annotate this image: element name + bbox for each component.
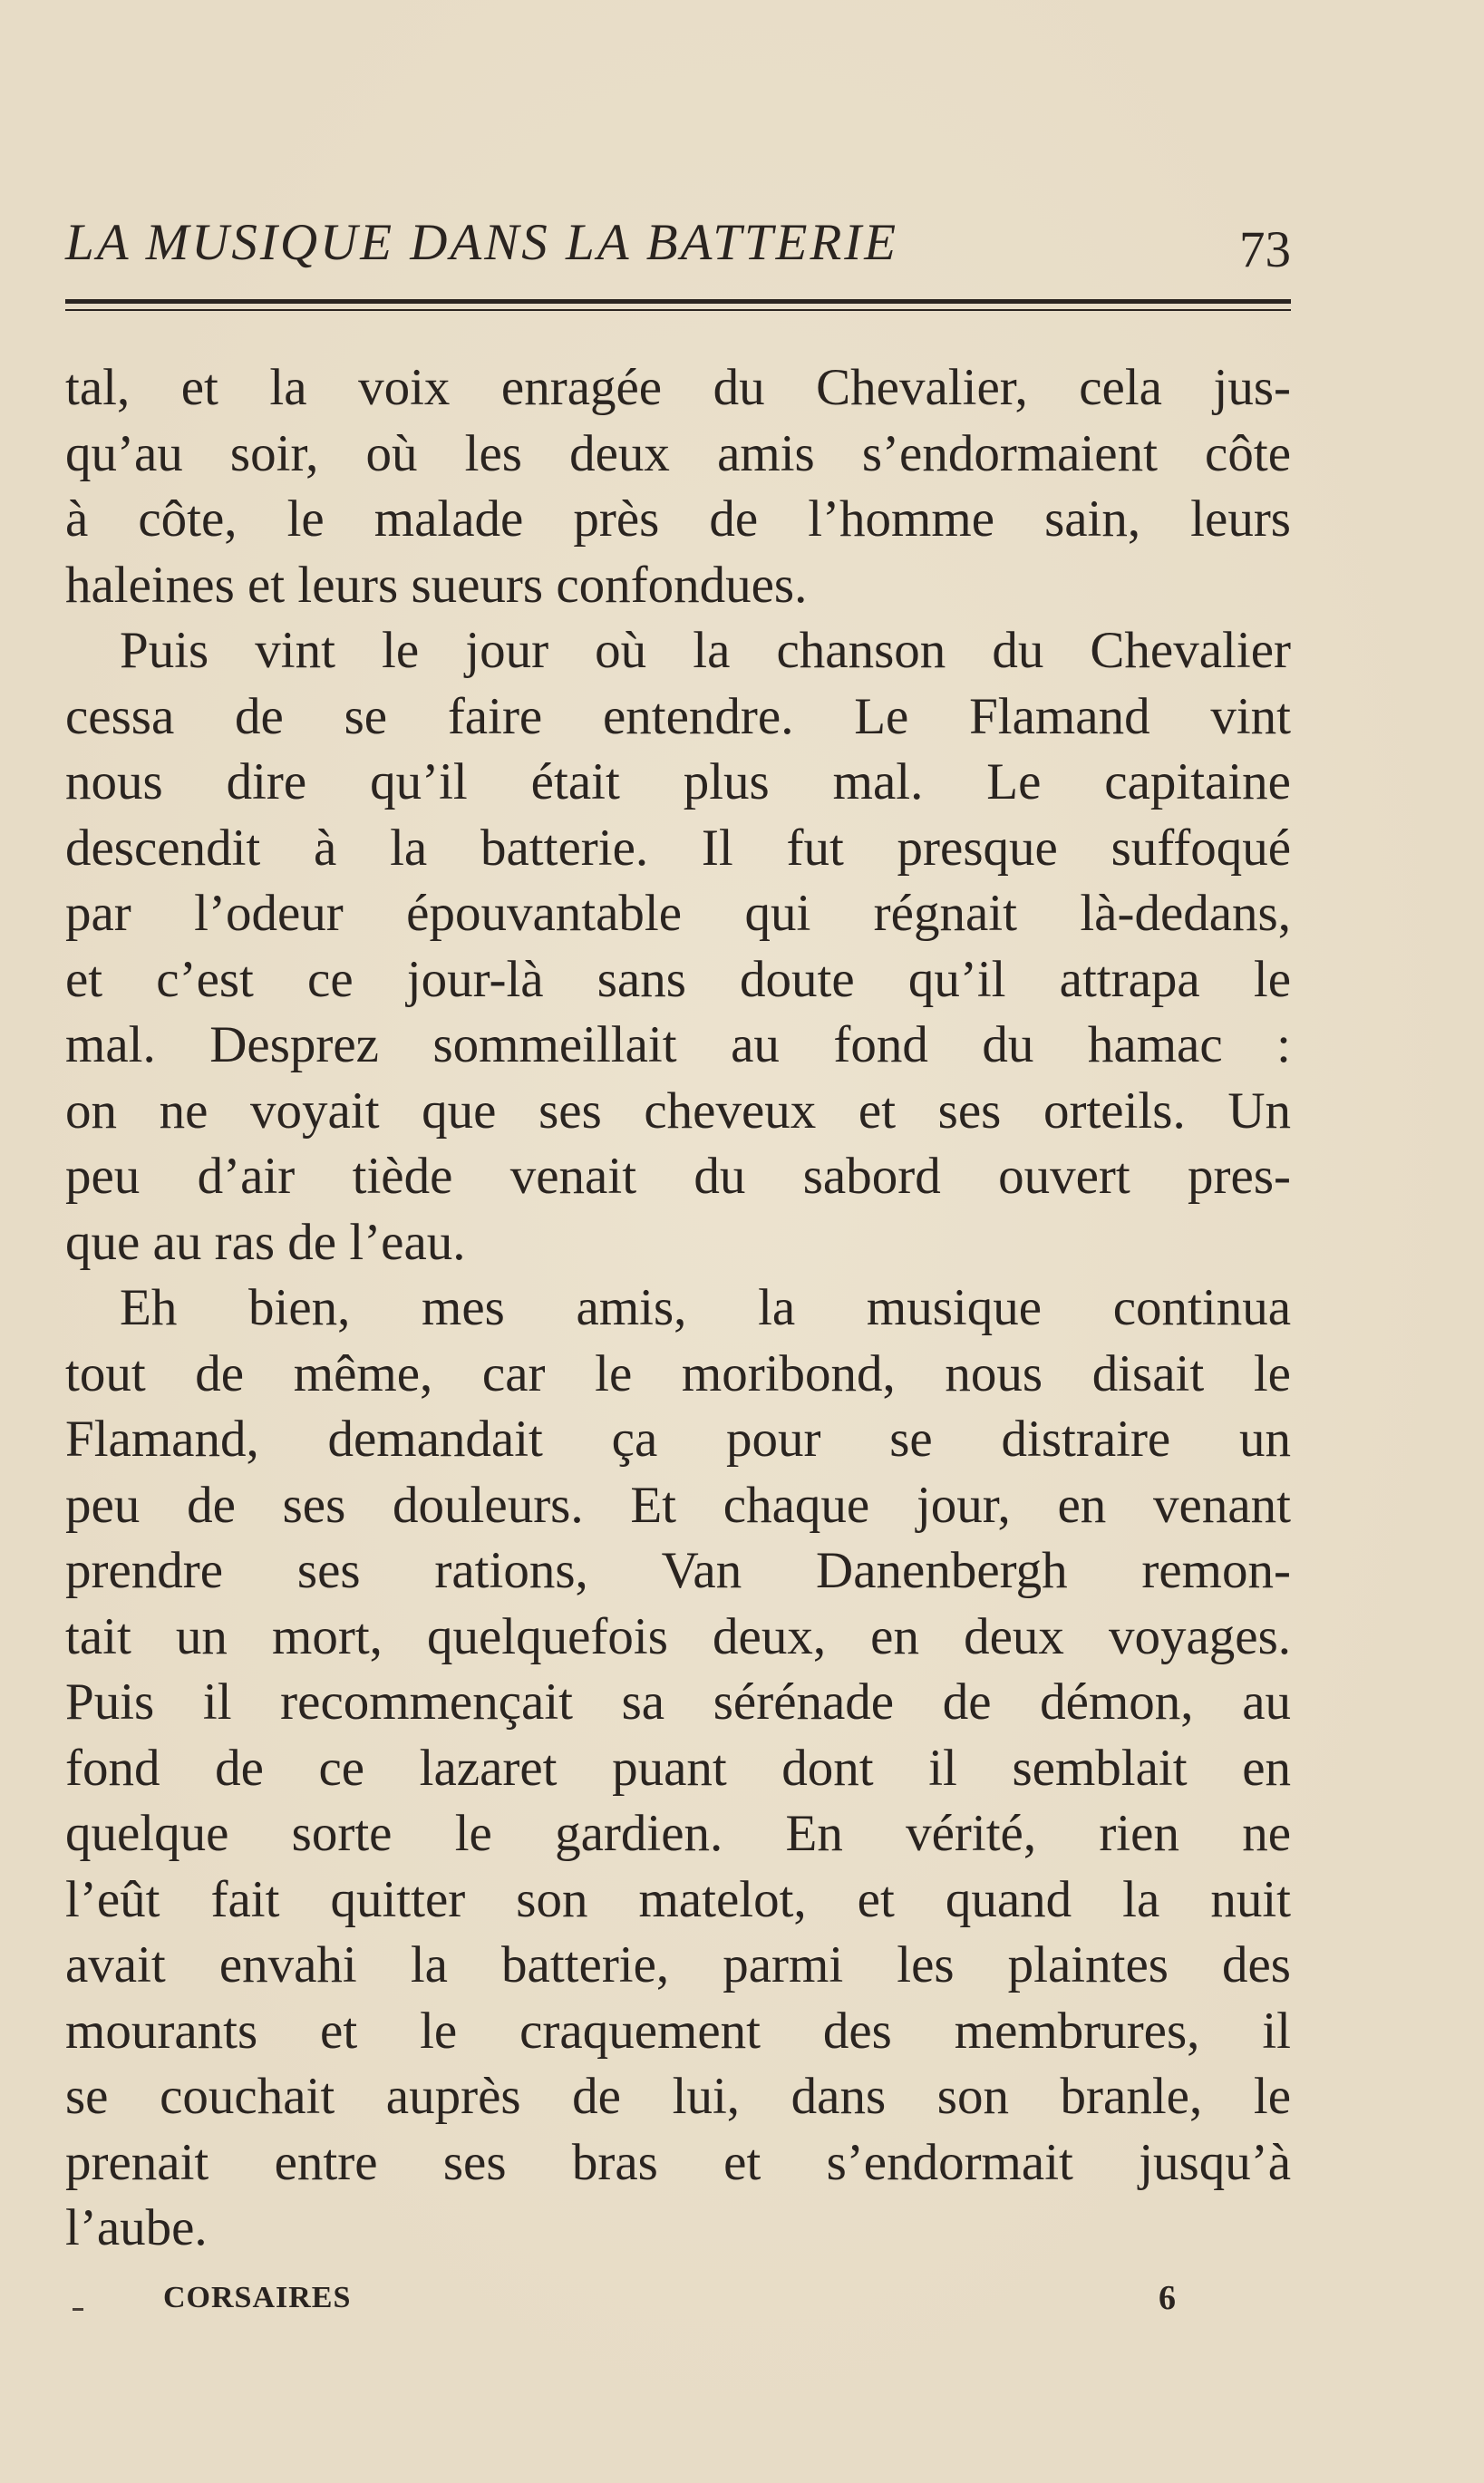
text-line: prenait entre ses bras et s’endormait jusqu’à	[65, 2133, 1291, 2191]
running-header	[65, 207, 1291, 288]
signature-mark: CORSAIRES	[163, 2281, 352, 2314]
header-rule-thick	[65, 299, 1291, 304]
paragraph	[65, 355, 1291, 618]
text-line: fond de ce lazaret puant dont il semblait en	[65, 1739, 1291, 1797]
text-line: se couchait auprès de lui, dans son branle, le	[65, 2068, 1291, 2125]
text-line: peu de ses douleurs. Et chaque jour, en venant	[65, 1476, 1291, 1534]
body-text	[65, 355, 1291, 2262]
text-line: Puis vint le jour où la chanson du Chevalier	[120, 622, 1291, 679]
text-line: tal, et la voix enragée du Chevalier, cela jus-	[65, 359, 1291, 416]
text-line: mourants et le craquement des membrures, il	[65, 2002, 1291, 2060]
text-line: quelque sorte le gardien. En vérité, rien ne	[65, 1805, 1291, 1862]
text-line: à côte, le malade près de l’homme sain, leurs	[65, 490, 1291, 548]
text-line: cessa de se faire entendre. Le Flamand vint	[65, 687, 1291, 745]
text-line: nous dire qu’il était plus mal. Le capitaine	[65, 753, 1291, 810]
page-number: 73	[1239, 221, 1291, 278]
header-rule-thin	[65, 309, 1291, 311]
text-line: qu’au soir, où les deux amis s’endormaient côte	[65, 424, 1291, 482]
page-footer	[65, 2275, 1291, 2321]
printer-mark	[73, 2308, 83, 2311]
text-line: on ne voyait que ses cheveux et ses orteils. Un	[65, 1081, 1291, 1140]
text-line: Flamand, demandait ça pour se distraire un	[65, 1411, 1291, 1468]
text-line: tout de même, car le moribond, nous disait le	[65, 1344, 1291, 1402]
text-line: haleines et leurs sueurs confondues.	[65, 556, 808, 614]
text-line: Puis il recommençait sa sérénade de démon, au	[65, 1673, 1291, 1731]
text-line: descendit à la batterie. Il fut presque suffoqué	[65, 819, 1291, 877]
running-title: LA MUSIQUE DANS LA BATTERIE	[65, 214, 899, 271]
text-line: l’eût fait quitter son matelot, et quand la nuit	[65, 1870, 1291, 1928]
text-line: que au ras de l’eau.	[65, 1213, 466, 1271]
text-line: tait un mort, quelquefois deux, en deux voyages.	[65, 1607, 1291, 1665]
text-line: l’aube.	[65, 2199, 208, 2256]
paragraph	[65, 618, 1291, 1275]
text-line: avait envahi la batterie, parmi les plaintes des	[65, 1936, 1291, 1993]
signature-number: 6	[1159, 2279, 1176, 2317]
paragraph	[65, 1275, 1291, 2262]
text-line: Eh bien, mes amis, la musique continua	[120, 1279, 1291, 1336]
text-line: peu d’air tiède venait du sabord ouvert pres-	[65, 1148, 1291, 1205]
text-line: par l’odeur épouvantable qui régnait là-dedans,	[65, 885, 1291, 942]
text-line: et c’est ce jour-là sans doute qu’il attrapa le	[65, 950, 1291, 1008]
text-line: prendre ses rations, Van Danenbergh remon-	[65, 1542, 1291, 1599]
text-line: mal. Desprez sommeillait au fond du hamac :	[65, 1016, 1291, 1073]
